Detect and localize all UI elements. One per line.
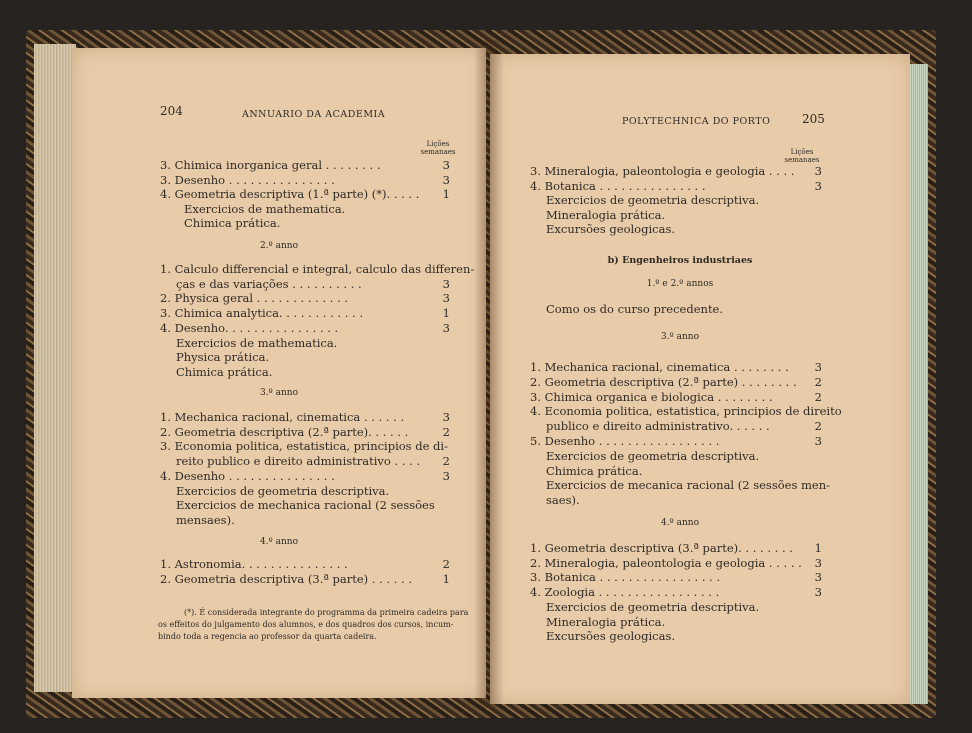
- course-line: Chimica prática.: [546, 463, 643, 478]
- course-line: 4. Desenho . . . . . . . . . . . . . . .: [160, 468, 335, 483]
- course-line: Exercicios de mechanica racional (2 sessões: [176, 498, 435, 513]
- weekly-lessons-value: 3: [442, 468, 450, 483]
- weekly-lessons-value: 1: [442, 306, 450, 321]
- course-line: 5. Desenho . . . . . . . . . . . . . . . . .: [530, 434, 720, 448]
- page-number: 205: [802, 112, 825, 126]
- course-line: 3. Mineralogia, paleontologia e geologia . . . .: [530, 164, 795, 178]
- year-heading: 1.º e 2.º annos: [646, 279, 714, 289]
- course-line: saes).: [546, 493, 580, 508]
- course-line: reito publico e direito administrativo . . . .: [176, 454, 421, 469]
- course-line: 4. Geometria descriptiva (1.ª parte) (*). . . . .: [160, 187, 420, 202]
- page-number: 204: [160, 104, 183, 118]
- course-line: Physica prática.: [176, 350, 270, 365]
- weekly-lessons-value: 3: [442, 158, 450, 172]
- running-head: POLYTECHNICA DO PORTO: [622, 116, 771, 127]
- course-line: 3. Botanica . . . . . . . . . . . . . . . . .: [530, 570, 721, 585]
- course-line: Mineralogia prática.: [546, 614, 666, 629]
- right-page: [490, 54, 910, 704]
- weekly-lessons-value: 1: [442, 187, 450, 202]
- year-heading: 3.º anno: [660, 332, 700, 342]
- course-line: Excursões geologicas.: [546, 629, 675, 644]
- weekly-lessons-value: 3: [442, 410, 450, 424]
- course-line: 2. Geometria descriptiva (3.ª parte) . . . . . .: [160, 571, 412, 586]
- year-heading: 3.º anno: [259, 388, 299, 398]
- year-heading: 4.º anno: [259, 537, 299, 547]
- course-line: Exercicios de geometria descriptiva.: [546, 599, 760, 614]
- footnote-line: bindo toda a regencia ao professor da quarta cadeira.: [158, 632, 377, 641]
- same-as-text: Como os do curso precedente.: [546, 302, 724, 316]
- course-line: Exercicios de geometria descriptiva.: [546, 448, 760, 463]
- left-page-edges: [34, 44, 76, 692]
- course-line: 4. Desenho. . . . . . . . . . . . . . . .: [160, 320, 339, 335]
- left-page: [72, 48, 486, 698]
- course-line: Mineralogia prática.: [546, 207, 666, 222]
- course-line: 4. Zoologia . . . . . . . . . . . . . . . . .: [530, 585, 720, 600]
- weekly-lessons-value: 3: [814, 164, 822, 178]
- footnote-line: os effeitos do julgamento dos alumnos, e dos quadros dos cursos, incum-: [158, 620, 454, 629]
- weekly-lessons-value: 3: [814, 585, 822, 600]
- year-heading: 2.º anno: [259, 241, 299, 251]
- course-line: Excursões geologicas.: [546, 222, 675, 237]
- course-line: 2. Physica geral . . . . . . . . . . . . .: [160, 291, 349, 306]
- weekly-lessons-value: 1: [814, 541, 822, 555]
- weekly-lessons-value: 3: [814, 570, 822, 585]
- course-line: Exercicios de geometria descriptiva.: [176, 483, 390, 498]
- course-line: 4. Economia politica, estatistica, principios de direito: [530, 404, 842, 419]
- course-line: 1. Geometria descriptiva (3.ª parte). . . . . . . .: [530, 541, 793, 555]
- weekly-lessons-value: 2: [814, 389, 822, 404]
- weekly-lessons-value: 1: [442, 571, 450, 586]
- course-line: 3. Economia politica, estatistica, principios de di-: [160, 439, 448, 454]
- footnote-line: (*). É considerada integrante do programma da primeira cadeira para: [184, 608, 469, 617]
- course-line: ças e das variações . . . . . . . . . .: [176, 276, 362, 291]
- course-line: 1. Calculo differencial e integral, calculo das differen-: [160, 262, 475, 276]
- weekly-lessons-value: 2: [814, 419, 822, 434]
- course-line: 1. Mechanica racional, cinematica . . . . . . . .: [530, 360, 789, 374]
- course-line: mensaes).: [176, 512, 235, 527]
- course-line: 3. Chimica analytica. . . . . . . . . . . .: [160, 306, 364, 321]
- course-line: 1. Astronomia. . . . . . . . . . . . . . .: [160, 557, 348, 571]
- weekly-lessons-value: 3: [442, 276, 450, 291]
- course-line: Exercicios de mathematica.: [184, 201, 346, 216]
- lessons-header: Lições semanaes: [420, 140, 456, 156]
- weekly-lessons-value: 3: [442, 172, 450, 187]
- weekly-lessons-value: 2: [442, 424, 450, 439]
- course-line: 2. Mineralogia, paleontologia e geologia . . . . .: [530, 555, 802, 570]
- course-line: 3. Chimica inorganica geral . . . . . . . .: [160, 158, 381, 172]
- course-line: Chimica prática.: [184, 216, 281, 231]
- year-heading: 4.º anno: [660, 518, 700, 528]
- weekly-lessons-value: 3: [814, 360, 822, 374]
- weekly-lessons-value: 2: [814, 374, 822, 389]
- running-head: ANNUARIO DA ACADEMIA: [242, 109, 386, 120]
- weekly-lessons-value: 3: [814, 555, 822, 570]
- course-line: Exercicios de mathematica.: [176, 335, 338, 350]
- weekly-lessons-value: 3: [814, 434, 822, 448]
- course-line: 3. Chimica organica e biologica . . . . . . . .: [530, 389, 773, 404]
- course-line: 4. Botanica . . . . . . . . . . . . . . .: [530, 178, 706, 193]
- section-heading: b) Engenheiros industriaes: [607, 255, 753, 266]
- course-line: Exercicios de mecanica racional (2 sessões men-: [546, 478, 831, 493]
- book-gutter: [474, 40, 504, 708]
- course-line: 2. Geometria descriptiva (2.ª parte). . . . . .: [160, 424, 409, 439]
- weekly-lessons-value: 3: [442, 320, 450, 335]
- lessons-header: Lições semanaes: [784, 148, 820, 164]
- weekly-lessons-value: 3: [814, 178, 822, 193]
- course-line: Chimica prática.: [176, 364, 273, 379]
- course-line: Exercicios de geometria descriptiva.: [546, 193, 760, 208]
- weekly-lessons-value: 3: [442, 291, 450, 306]
- course-line: 2. Geometria descriptiva (2.ª parte) . . . . . . . .: [530, 374, 797, 389]
- course-line: publico e direito administrativo. . . . . .: [546, 419, 770, 434]
- course-line: 3. Desenho . . . . . . . . . . . . . . .: [160, 172, 335, 187]
- course-line: 1. Mechanica racional, cinematica . . . . . .: [160, 410, 405, 424]
- weekly-lessons-value: 2: [442, 454, 450, 469]
- weekly-lessons-value: 2: [442, 557, 450, 571]
